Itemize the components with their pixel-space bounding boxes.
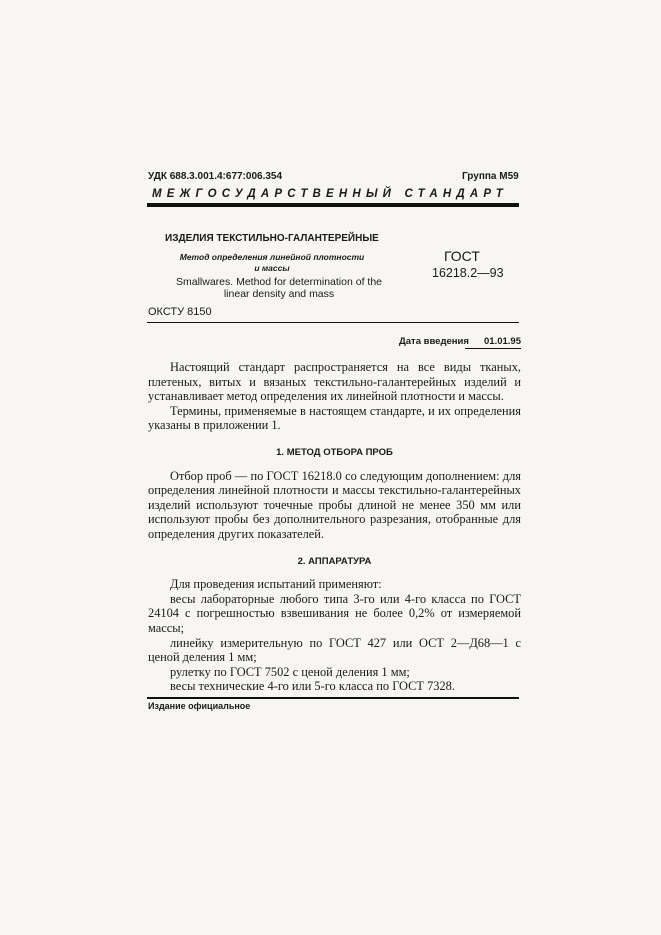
intro-paragraph-1: Настоящий стандарт распространяется на все виды тканых, плетеных, витых и вязаных текстильно-галантерейных изделий и устанавливает метод определения их линейной плотности и массы. [148,360,521,404]
section-1-text: Отбор проб — по ГОСТ 16218.0 со следующим дополнением: для определения линейной плотности и массы текстильно-галантерейных изделий используют точечные пробы длиной не менее 350 мм или используют пробы без дополнительного разрезания, отобранные для определения других показателей. [148,468,521,541]
subtitle-line-2: и массы [254,263,290,273]
apparatus-item-2: линейку измерительную по ГОСТ 427 или ОСТ 2—Д68—1 с ценой деления 1 мм; [148,635,521,665]
official-edition-note: Издание официальное [148,701,251,711]
intro-date-label: Дата введения [399,336,469,347]
apparatus-item-3: рулетку по ГОСТ 7502 с ценой деления 1 мм; [170,664,410,679]
section-2-lead: Для проведения испытаний применяют: [170,577,382,592]
udk-code: УДК 688.3.001.4:677:006.354 [148,171,283,182]
intro-paragraph-2: Термины, применяемые в настоящем стандарте, и их определения указаны в приложении 1. [148,403,521,433]
footer-rule [147,697,519,699]
group-code: Группа М59 [462,171,519,182]
okstu-code: ОКСТУ 8150 [148,306,212,318]
intro-date-value: 01.01.95 [484,336,521,347]
subtitle-line-1: Метод определения линейной плотности [179,252,365,262]
english-title-line-2: linear density and mass [223,288,335,300]
document-subtitle [168,252,376,274]
document-title: ИЗДЕЛИЯ ТЕКСТИЛЬНО-ГАЛАНТЕРЕЙНЫЕ [165,233,379,244]
apparatus-item-4: весы технические 4-го или 5-го класса по ГОСТ 7328. [170,679,455,694]
document-body [148,360,521,694]
header-rule [147,203,519,207]
interstate-standard-heading: МЕЖГОСУДАРСТВЕННЫЙ СТАНДАРТ [152,188,509,200]
section-1-title: 1. МЕТОД ОТБОРА ПРОБ [276,446,393,458]
gost-number: 16218.2—93 [432,266,504,280]
title-rule [147,322,519,323]
intro-date-underline [465,348,521,349]
english-title-line-1: Smallwares. Method for determination of the [175,276,383,288]
apparatus-item-1: весы лабораторные любого типа 3-го или 4-го класса по ГОСТ 24104 с погрешностью взвешивания не более 0,2% от измеряемой массы; [148,591,521,635]
gost-label: ГОСТ [444,248,480,264]
section-2-title: 2. АППАРАТУРА [297,555,372,567]
english-title [166,276,392,300]
